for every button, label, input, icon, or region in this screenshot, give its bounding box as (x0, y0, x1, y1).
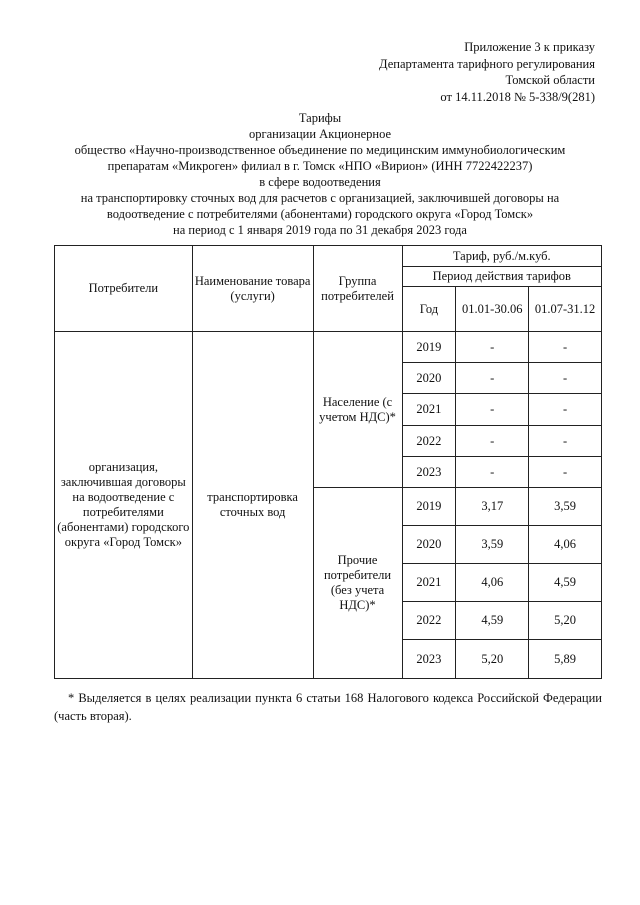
header-half2: 01.07-31.12 (529, 287, 602, 332)
title-line: в сфере водоотведения (259, 175, 381, 189)
tariff-h2-cell: - (529, 363, 602, 394)
group-population: Население (с учетом НДС)* (313, 332, 402, 488)
year-cell: 2019 (402, 488, 456, 526)
tariff-h1-cell: 4,59 (456, 602, 529, 640)
tariff-h2-cell: - (529, 426, 602, 457)
tariff-h2-cell: - (529, 332, 602, 363)
tariff-h1-cell: - (456, 363, 529, 394)
year-cell: 2023 (402, 640, 456, 679)
tariff-h2-cell: 3,59 (529, 488, 602, 526)
tariff-h2-cell: - (529, 457, 602, 488)
header-line: Департамента тарифного регулирования (379, 56, 595, 71)
tariff-h1-cell: 5,20 (456, 640, 529, 679)
title-line: на транспортировку сточных вод для расчетов с организацией, заключившей договоры на (80, 191, 560, 205)
group-other: Прочие потребители (без учета НДС)* (313, 488, 402, 679)
tariff-h1-cell: 3,17 (456, 488, 529, 526)
header-line: Приложение 3 к приказу (464, 40, 595, 54)
year-cell: 2023 (402, 457, 456, 488)
tariff-h1-cell: - (456, 457, 529, 488)
year-cell: 2022 (402, 426, 456, 457)
title-line: Тарифы (298, 111, 342, 125)
title-line: на период с 1 января 2019 года по 31 декабря 2023 года (173, 223, 467, 237)
product-cell: транспортировка сточных вод (192, 332, 313, 679)
tariff-table (54, 245, 602, 679)
title-line: водоотведение с потребителями (абонентами) городского округа «Город Томск» (106, 207, 534, 221)
year-cell: 2022 (402, 602, 456, 640)
header-line: от 14.11.2018 № 5-338/9(281) (440, 89, 595, 104)
tariff-h1-cell: - (456, 332, 529, 363)
document-title (0, 110, 640, 238)
tariff-h1-cell: - (456, 394, 529, 426)
tariff-h1-cell: - (456, 426, 529, 457)
header-line: Томской области (505, 73, 595, 87)
header-half1: 01.01-30.06 (456, 287, 529, 332)
header-group: Группа потребителей (313, 246, 402, 332)
year-cell: 2019 (402, 332, 456, 363)
title-line: общество «Научно-производственное объединение по медицинским иммунобиологическим (74, 143, 566, 157)
year-cell: 2021 (402, 564, 456, 602)
header-period: Период действия тарифов (402, 267, 602, 287)
footnote-marker: * (68, 691, 75, 705)
header-product: Наименование товара (услуги) (192, 246, 313, 332)
tariff-h1-cell: 3,59 (456, 526, 529, 564)
tariff-h2-cell: 5,89 (529, 640, 602, 679)
title-line: препаратам «Микроген» филиал в г. Томск «НПО «Вирион» (ИНН 7722422237) (107, 159, 533, 173)
footnote-text: Выделяется в целях реализации пункта 6 статьи 168 Налогового кодекса Российской Федерации (часть вторая). (54, 691, 602, 723)
tariff-h2-cell: 4,06 (529, 526, 602, 564)
year-cell: 2020 (402, 526, 456, 564)
title-line: организации Акционерное (248, 127, 392, 141)
order-appendix-header (379, 39, 595, 105)
footnote (54, 689, 602, 725)
year-cell: 2020 (402, 363, 456, 394)
table-row (55, 332, 602, 363)
header-consumers: Потребители (55, 246, 193, 332)
tariff-h2-cell: - (529, 394, 602, 426)
tariff-h2-cell: 5,20 (529, 602, 602, 640)
consumer-cell: организация, заключившая договоры на водоотведение с потребителями (абонентами) городского округа «Город Томск» (55, 332, 193, 679)
tariff-h2-cell: 4,59 (529, 564, 602, 602)
header-year: Год (402, 287, 456, 332)
header-tariff: Тариф, руб./м.куб. (402, 246, 602, 267)
tariff-h1-cell: 4,06 (456, 564, 529, 602)
year-cell: 2021 (402, 394, 456, 426)
